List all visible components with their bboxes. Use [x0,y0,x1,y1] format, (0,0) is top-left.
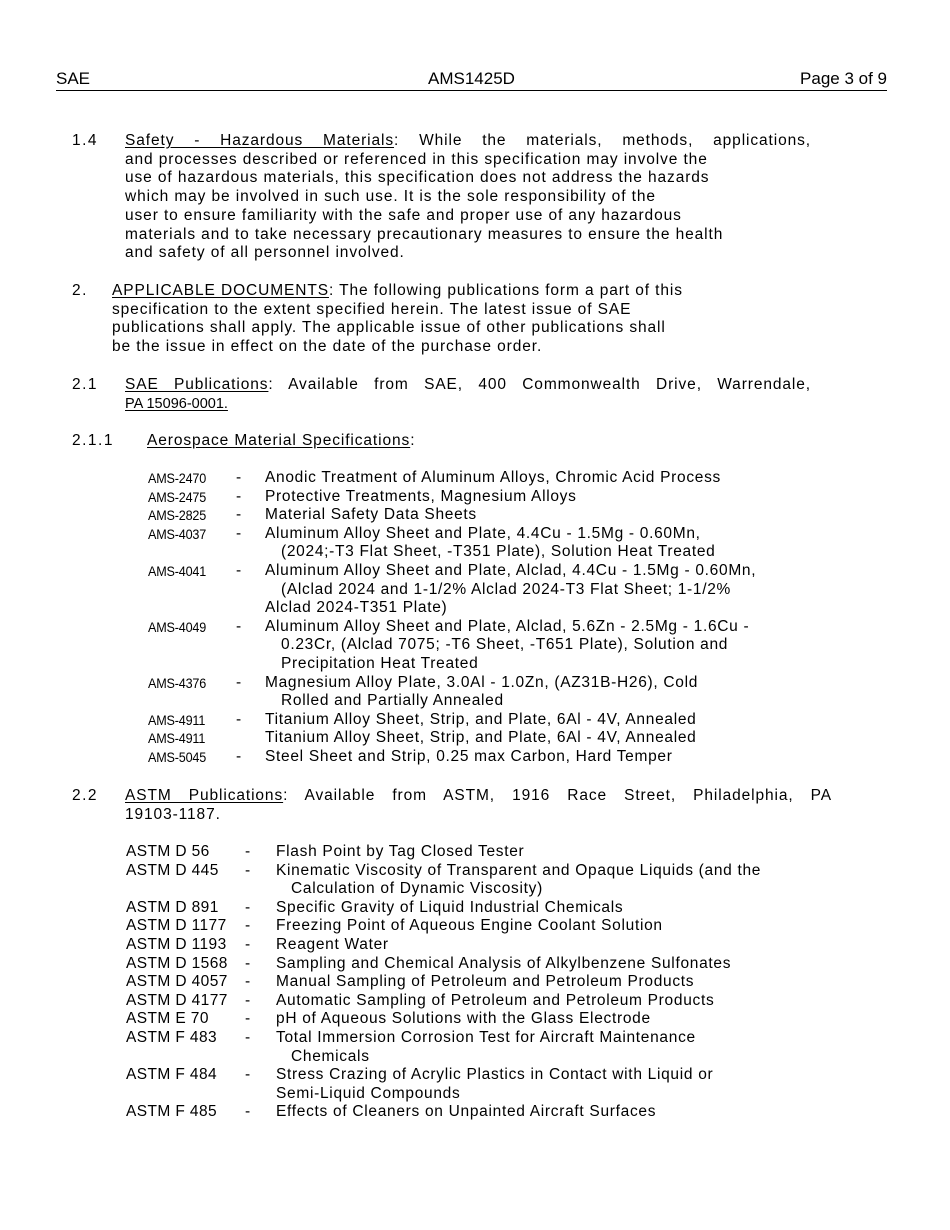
reference-title-line: pH of Aqueous Solutions with the Glass Electrode [276,1010,651,1028]
reference-code: ASTM D 4177 [126,991,228,1009]
reference-title-line: Manual Sampling of Petroleum and Petroleum Products [276,973,695,991]
reference-code: ASTM D 891 [126,898,219,916]
section-2-line: specification to the extent specified herein. The latest issue of SAE [112,300,632,318]
reference-code: AMS-4911 [148,730,206,747]
reference-dash: - [245,991,251,1009]
header-doc-id: AMS1425D [428,69,515,88]
section-2-2-line: 19103-1187. [125,805,221,823]
reference-title-line: Protective Treatments, Magnesium Alloys [265,487,577,505]
reference-code: AMS-4037 [148,525,207,542]
section-2-1-number: 2.1 [72,376,99,393]
reference-dash: - [245,861,251,879]
header-page-number: Page 3 of 9 [800,69,887,88]
reference-code: ASTM D 4057 [126,973,228,991]
reference-dash: - [245,1103,251,1121]
section-2-2-title: ASTM Publications [125,787,284,804]
reference-dash: - [236,469,242,486]
reference-dash: - [245,843,251,860]
reference-title-line: Aluminum Alloy Sheet and Plate, Alclad, 5.6Zn - 2.5Mg - 1.6Cu - [265,617,750,635]
section-2-2-body [125,787,832,824]
section-2-1-title: SAE Publications [125,376,269,393]
section-1-4-line: and processes described or referenced in this specification may involve the [125,150,708,168]
section-1-4-line: user to ensure familiarity with the safe and proper use of any hazardous [125,206,682,224]
section-2-title: APPLICABLE DOCUMENTS [112,282,329,299]
reference-code: ASTM F 483 [126,1029,217,1046]
reference-title-line: Titanium Alloy Sheet, Strip, and Plate, 6Al - 4V, Annealed [265,710,697,728]
reference-dash: - [245,1010,251,1028]
reference-title-line: Material Safety Data Sheets [265,506,477,524]
reference-title-line: Steel Sheet and Strip, 0.25 max Carbon, Hard Temper [265,748,673,765]
reference-dash: - [245,936,251,953]
section-1-4-line: use of hazardous materials, this specification does not address the hazards [125,169,710,187]
reference-code: ASTM F 484 [126,1066,217,1084]
reference-code: AMS-4049 [148,618,207,635]
reference-dash: - [236,617,242,635]
reference-title-line: Aluminum Alloy Sheet and Plate, Alclad, 4.4Cu - 1.5Mg - 0.60Mn, [265,562,757,579]
reference-code: AMS-4911 [148,711,206,728]
section-1-4-line: which may be involved in such use. It is the sole responsibility of the [125,188,656,206]
reference-code: ASTM D 445 [126,861,219,879]
reference-title-line: Precipitation Heat Treated [281,655,479,672]
reference-dash: - [245,917,251,935]
reference-dash: - [236,748,242,765]
reference-dash: - [236,673,242,691]
section-2-1-line: SAE Publications: Available from SAE, 400 Commonwealth Drive, Warrendale, [125,376,811,393]
reference-code: ASTM D 1177 [126,917,227,935]
reference-dash: - [236,506,242,524]
reference-code: AMS-2475 [148,488,207,505]
reference-code: ASTM E 70 [126,1010,209,1028]
section-2-number: 2. [72,282,88,299]
reference-dash: - [236,487,242,505]
reference-dash: - [236,524,242,542]
section-2-1-body [125,376,811,413]
reference-code: AMS-5045 [148,749,207,765]
reference-code: ASTM D 1568 [126,954,228,972]
reference-title-line: Reagent Water [276,936,389,953]
reference-code: ASTM F 485 [126,1103,217,1121]
header-org: SAE [56,69,91,88]
reference-code: AMS-4376 [148,674,207,691]
reference-dash: - [236,562,242,579]
reference-code: AMS-2825 [148,507,207,524]
reference-code: AMS-4041 [148,563,207,579]
reference-dash: - [245,973,251,991]
section-2-line: be the issue in effect on the date of the purchase order. [112,338,543,356]
reference-title-line: 0.23Cr, (Alclad 7075; -T6 Sheet, -T651 Plate), Solution and [281,636,729,654]
section-2-1-1-title: Aerospace Material Specifications [147,432,411,449]
section-2-1-line: PA 15096-0001. [125,395,228,412]
section-2-2-line: ASTM Publications: Available from ASTM, 1916 Race Street, Philadelphia, PA [125,787,832,804]
section-2-1-1-heading: Aerospace Material Specifications: [147,432,416,449]
section-2-2-number: 2.2 [72,787,99,804]
reference-title-line: (2024;-T3 Flat Sheet, -T351 Plate), Solution Heat Treated [281,543,716,561]
reference-code: AMS-2470 [148,470,207,486]
section-1-4-title: Safety - Hazardous Materials [125,132,395,149]
reference-dash: - [245,1029,251,1046]
reference-title-line: Freezing Point of Aqueous Engine Coolant Solution [276,917,663,935]
reference-title-line: Automatic Sampling of Petroleum and Petroleum Products [276,991,715,1009]
reference-title-line: Sampling and Chemical Analysis of Alkylbenzene Sulfonates [276,954,732,972]
reference-title-line: Alclad 2024-T351 Plate) [265,599,448,617]
reference-title-line: Kinematic Viscosity of Transparent and Opaque Liquids (and the [276,861,762,879]
reference-title-line: Aluminum Alloy Sheet and Plate, 4.4Cu - 1.5Mg - 0.60Mn, [265,524,701,542]
reference-title-line: Titanium Alloy Sheet, Strip, and Plate, 6Al - 4V, Annealed [265,729,697,747]
reference-title-line: Calculation of Dynamic Viscosity) [291,880,543,898]
reference-title-line: Effects of Cleaners on Unpainted Aircraft Surfaces [276,1103,657,1121]
section-2-body [112,282,812,357]
reference-title-line: Total Immersion Corrosion Test for Aircraft Maintenance [276,1029,696,1046]
reference-dash: - [245,954,251,972]
reference-title-line: Flash Point by Tag Closed Tester [276,843,525,860]
section-2-1-1-number: 2.1.1 [72,432,114,449]
reference-title-line: Anodic Treatment of Aluminum Alloys, Chromic Acid Process [265,469,721,486]
reference-dash: - [245,1066,251,1084]
reference-dash: - [245,898,251,916]
reference-title-line: Rolled and Partially Annealed [281,692,504,710]
reference-title-line: Chemicals [291,1047,370,1065]
reference-title-line: Semi-Liquid Compounds [276,1084,461,1102]
reference-code: ASTM D 56 [126,843,210,860]
section-1-4-body [125,132,811,263]
section-1-4-line: materials and to take necessary precautionary measures to ensure the health [125,225,724,243]
reference-title-line: Magnesium Alloy Plate, 3.0Al - 1.0Zn, (AZ31B-H26), Cold [265,673,699,691]
page-header [56,68,887,91]
reference-code: ASTM D 1193 [126,936,227,953]
section-2-line: publications shall apply. The applicable issue of other publications shall [112,319,666,337]
section-1-4-line: Safety - Hazardous Materials: While the materials, methods, applications, [125,132,812,149]
section-2-line: APPLICABLE DOCUMENTS: The following publications form a part of this [112,282,683,299]
section-1-4-number: 1.4 [72,132,99,149]
reference-title-line: (Alclad 2024 and 1-1/2% Alclad 2024-T3 Flat Sheet; 1-1/2% [281,580,732,598]
reference-dash: - [236,710,242,728]
section-1-4-line: and safety of all personnel involved. [125,244,405,262]
reference-title-line: Stress Crazing of Acrylic Plastics in Contact with Liquid or [276,1066,714,1084]
reference-title-line: Specific Gravity of Liquid Industrial Chemicals [276,898,624,916]
